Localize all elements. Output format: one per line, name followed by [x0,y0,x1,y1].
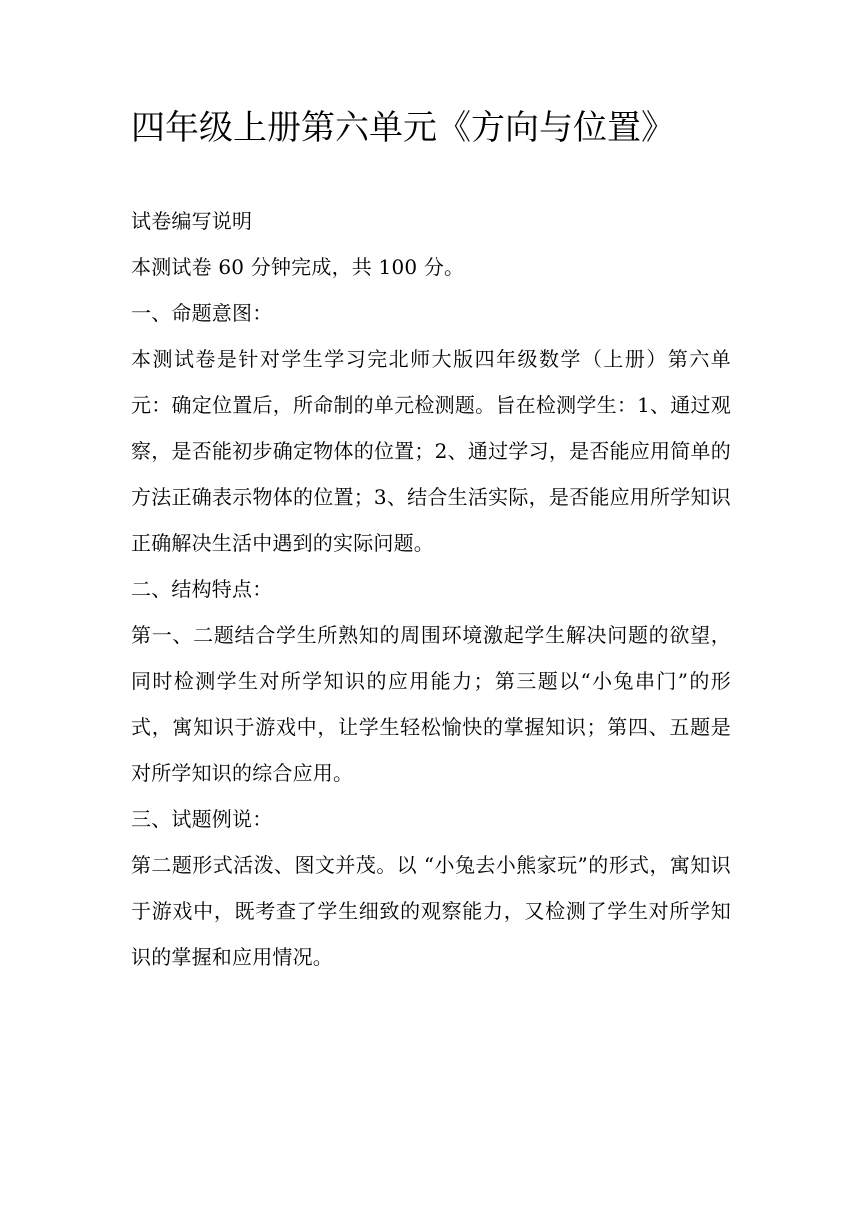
section-text-structure: 第一、二题结合学生所熟知的周围环境激起学生解决问题的欲望，同时检测学生对所学知识的应用能力；第三题以“小兔串门”的形式，寓知识于游戏中，让学生轻松愉快的掌握知识；第四、五题是对所学知识的综合应用。 [131,623,731,785]
section-text-intent: 本测试卷是针对学生学习完北师大版四年级数学（上册）第六单元：确定位置后，所命制的单元检测题。旨在检测学生：1、通过观察，是否能初步确定物体的位置；2、通过学习，是否能应用简单的方法正确表示物体的位置；3、结合生活实际，是否能应用所学知识正确解决生活中遇到的实际问题。 [131,347,731,555]
section-heading-structure: 二、结构特点： [131,577,273,601]
document-body [131,198,731,980]
section-heading-intent: 一、命题意图： [131,301,273,325]
document-title: 四年级上册第六单元《方向与位置》 [131,108,675,148]
section-heading-example: 三、试题例说： [131,807,273,831]
document-subtitle: 试卷编写说明 [131,209,253,233]
section-text-example: 第二题形式活泼、图文并茂。以 “小兔去小熊家玩”的形式，寓知识于游戏中，既考查了学生细致的观察能力，又检测了学生对所学知识的掌握和应用情况。 [131,853,731,969]
exam-intro: 本测试卷 60 分钟完成，共 100 分。 [131,255,465,279]
